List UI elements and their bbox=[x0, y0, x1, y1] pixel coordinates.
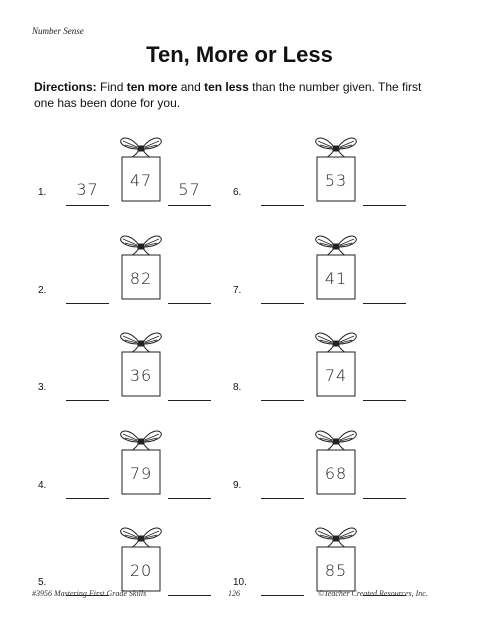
problem-3 bbox=[38, 330, 238, 410]
ten-less-blank[interactable] bbox=[66, 303, 109, 304]
ten-more-blank[interactable] bbox=[168, 498, 211, 499]
gift-box-icon bbox=[313, 233, 359, 301]
ten-less-blank[interactable] bbox=[261, 205, 304, 206]
directions-text-2: and bbox=[177, 80, 205, 94]
ten-more-blank[interactable] bbox=[363, 205, 406, 206]
ten-less-blank[interactable] bbox=[261, 400, 304, 401]
given-number: 85 bbox=[324, 561, 348, 580]
gift-box-icon bbox=[313, 135, 359, 203]
ten-more-answer: 57 bbox=[178, 180, 201, 199]
ten-less-blank[interactable] bbox=[261, 498, 304, 499]
ten-less-answer: 37 bbox=[76, 180, 99, 199]
section-label: Number Sense bbox=[32, 26, 84, 36]
problem-number: 1. bbox=[38, 187, 47, 198]
given-number: 41 bbox=[324, 269, 348, 288]
given-number: 53 bbox=[324, 171, 348, 190]
ten-more-blank[interactable] bbox=[363, 498, 406, 499]
directions-bold-1: ten more bbox=[126, 80, 178, 94]
problem-number: 8. bbox=[233, 382, 242, 393]
ten-less-blank[interactable] bbox=[261, 595, 304, 596]
ten-less-blank[interactable] bbox=[66, 400, 109, 401]
directions-lead: Directions: bbox=[34, 80, 97, 94]
given-number: 68 bbox=[324, 464, 348, 483]
gift-box-icon bbox=[118, 330, 164, 398]
given-number: 36 bbox=[129, 366, 153, 385]
problem-number: 2. bbox=[38, 285, 47, 296]
ten-less-blank[interactable] bbox=[66, 205, 109, 206]
footer-book-title: #3956 Mastering First Grade Skills bbox=[32, 589, 147, 598]
directions-text-1: Find bbox=[96, 80, 127, 94]
problem-number: 5. bbox=[38, 577, 47, 588]
footer-page-number: 126 bbox=[228, 589, 240, 598]
problem-number: 6. bbox=[233, 187, 242, 198]
directions bbox=[34, 79, 434, 111]
gift-box-icon bbox=[118, 233, 164, 301]
directions-text-3: than the number given. The first one has been done for you. bbox=[34, 80, 422, 110]
ten-more-blank[interactable] bbox=[363, 303, 406, 304]
gift-box-icon bbox=[118, 525, 164, 593]
problem-9 bbox=[233, 428, 433, 508]
problem-number: 10. bbox=[233, 577, 247, 588]
ten-less-blank[interactable] bbox=[261, 303, 304, 304]
problem-4 bbox=[38, 428, 238, 508]
given-number: 47 bbox=[129, 171, 153, 190]
problem-number: 4. bbox=[38, 480, 47, 491]
ten-more-blank[interactable] bbox=[168, 303, 211, 304]
problem-1 bbox=[38, 135, 238, 215]
problem-8 bbox=[233, 330, 433, 410]
given-number: 20 bbox=[129, 561, 153, 580]
page-title: Ten, More or Less bbox=[146, 42, 333, 67]
ten-more-blank[interactable] bbox=[168, 400, 211, 401]
footer-copyright: ©Teacher Created Resources, Inc. bbox=[318, 589, 428, 598]
ten-less-blank[interactable] bbox=[66, 498, 109, 499]
problem-number: 9. bbox=[233, 480, 242, 491]
ten-more-blank[interactable] bbox=[168, 595, 211, 596]
problem-number: 3. bbox=[38, 382, 47, 393]
given-number: 82 bbox=[129, 269, 153, 288]
problem-6 bbox=[233, 135, 433, 215]
given-number: 74 bbox=[324, 366, 348, 385]
gift-box-icon bbox=[118, 428, 164, 496]
gift-box-icon bbox=[313, 330, 359, 398]
problem-7 bbox=[233, 233, 433, 313]
given-number: 79 bbox=[129, 464, 153, 483]
gift-box-icon bbox=[313, 525, 359, 593]
ten-more-blank[interactable] bbox=[168, 205, 211, 206]
directions-bold-2: ten less bbox=[204, 80, 249, 94]
problem-number: 7. bbox=[233, 285, 242, 296]
gift-box-icon bbox=[118, 135, 164, 203]
gift-box-icon bbox=[313, 428, 359, 496]
problem-2 bbox=[38, 233, 238, 313]
ten-more-blank[interactable] bbox=[363, 400, 406, 401]
